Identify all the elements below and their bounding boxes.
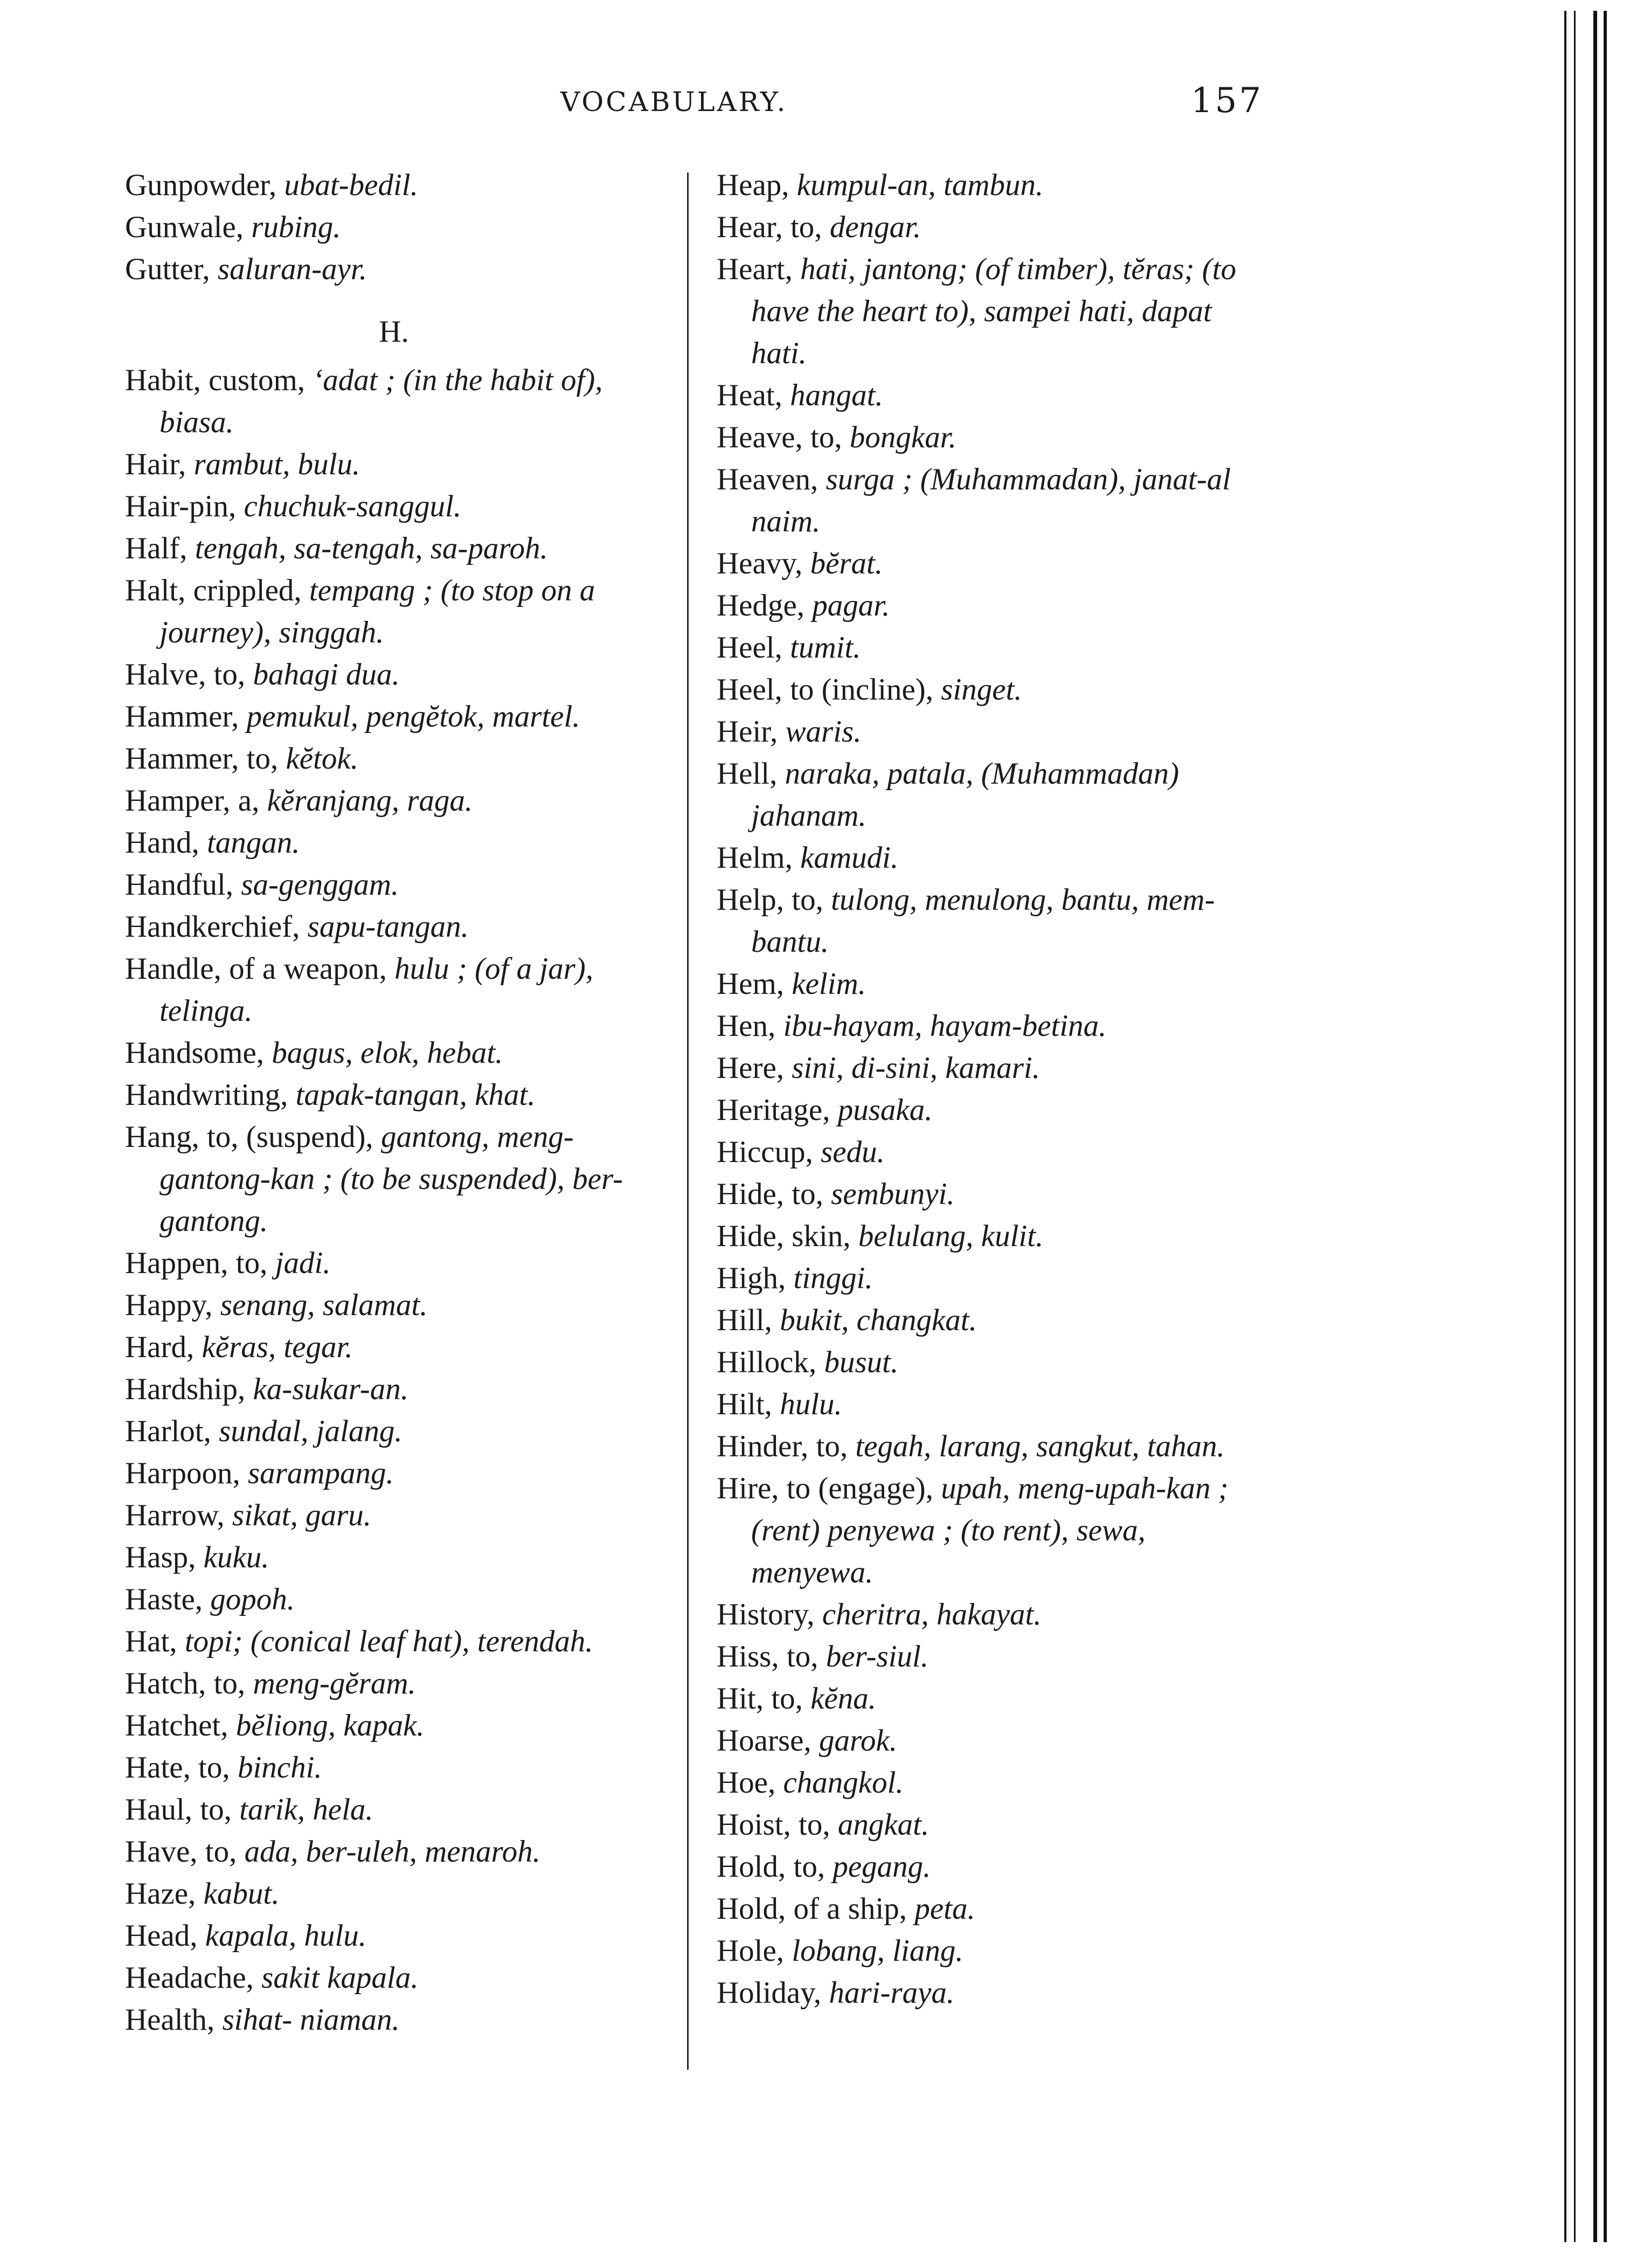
vocab-entry bbox=[125, 864, 663, 906]
translation: kelim. bbox=[792, 967, 866, 1001]
vocab-entry bbox=[125, 1410, 663, 1453]
vocab-entry bbox=[125, 906, 663, 948]
headword: Heel, to (incline), bbox=[717, 673, 934, 707]
headword: Harpoon, bbox=[125, 1456, 240, 1490]
vocab-entry bbox=[717, 1005, 1256, 1047]
headword: History, bbox=[717, 1598, 815, 1631]
translation: busut. bbox=[824, 1345, 899, 1379]
headword: Hide, to, bbox=[717, 1177, 823, 1211]
vocab-entry bbox=[125, 1284, 663, 1326]
translation: sapu-tangan. bbox=[307, 910, 469, 944]
headword: Hem, bbox=[717, 967, 785, 1001]
translation: kumpul-an, tambun. bbox=[796, 168, 1044, 202]
vocab-entry bbox=[125, 738, 663, 780]
vocab-entry bbox=[125, 1368, 663, 1410]
vocab-entry bbox=[717, 1384, 1256, 1426]
translation: tinggi. bbox=[793, 1261, 873, 1295]
headword: Heat, bbox=[717, 378, 782, 412]
headword: Hill, bbox=[717, 1303, 772, 1337]
headword: Half, bbox=[125, 531, 188, 565]
headword: Handsome, bbox=[125, 1036, 265, 1070]
vocab-entry bbox=[125, 1074, 663, 1116]
translation: sa-genggam. bbox=[241, 868, 399, 902]
headword: Hiss, to, bbox=[717, 1640, 819, 1674]
headword: Hatchet, bbox=[125, 1709, 228, 1743]
entries-h-right bbox=[717, 164, 1256, 2014]
headword: Handle, of a weapon, bbox=[125, 952, 387, 986]
page-number: 157 bbox=[1191, 81, 1264, 121]
translation: singet. bbox=[941, 673, 1022, 707]
right-column bbox=[717, 164, 1256, 2014]
headword: Hen, bbox=[717, 1009, 776, 1043]
translation: upah, meng-upah-kan ; (rent) penyewa ; (to rent), sewa, menyewa. bbox=[751, 1471, 1229, 1589]
vocab-entry bbox=[125, 248, 663, 291]
translation: sihat- niaman. bbox=[222, 2003, 400, 2037]
translation: senang, salamat. bbox=[220, 1288, 428, 1322]
vocab-entry bbox=[717, 753, 1256, 837]
headword: Help, to, bbox=[717, 883, 823, 917]
translation: hari-raya. bbox=[829, 1976, 955, 2010]
vocab-entry bbox=[717, 1047, 1256, 1089]
translation: ubat-bedil. bbox=[284, 168, 418, 202]
vocab-entry bbox=[125, 1705, 663, 1747]
vocab-entry bbox=[125, 528, 663, 570]
vocab-entry bbox=[125, 1116, 663, 1242]
headword: Hoist, to, bbox=[717, 1808, 830, 1842]
headword: Helm, bbox=[717, 841, 793, 875]
vocab-entry bbox=[717, 879, 1256, 963]
headword: Handkerchief, bbox=[125, 910, 300, 944]
headword: Hinder, to, bbox=[717, 1429, 848, 1463]
translation: kĕtok. bbox=[286, 742, 358, 776]
headword: Hang, to, (suspend), bbox=[125, 1120, 373, 1154]
translation: bahagi dua. bbox=[253, 658, 400, 692]
translation: sedu. bbox=[821, 1135, 885, 1169]
headword: Hedge, bbox=[717, 589, 805, 623]
translation: ada, ber-uleh, menaroh. bbox=[244, 1835, 540, 1869]
section-heading: H. bbox=[379, 315, 409, 349]
headword: Heart, bbox=[717, 252, 793, 286]
vocab-entry bbox=[125, 1957, 663, 1999]
vocab-entry bbox=[717, 543, 1256, 585]
translation: pemukul, pengĕtok, martel. bbox=[246, 700, 580, 734]
headword: Haul, to, bbox=[125, 1793, 232, 1827]
margin-rule bbox=[1564, 11, 1566, 2242]
translation: sembunyi. bbox=[831, 1177, 955, 1211]
headword: High, bbox=[717, 1261, 786, 1295]
vocab-entry bbox=[717, 1930, 1256, 1972]
headword: Hiccup, bbox=[717, 1135, 813, 1169]
vocab-entry bbox=[717, 1762, 1256, 1804]
headword: Heave, to, bbox=[717, 420, 842, 454]
translation: pegang. bbox=[833, 1850, 931, 1884]
translation: tapak-tangan, khat. bbox=[295, 1078, 536, 1112]
headword: Heritage, bbox=[717, 1093, 830, 1127]
translation: pusaka. bbox=[837, 1093, 933, 1127]
headword: Heir, bbox=[717, 715, 778, 749]
vocab-entry bbox=[125, 1032, 663, 1074]
translation: tulong, menulong, bantu, mem-bantu. bbox=[751, 883, 1215, 959]
vocab-entry bbox=[717, 248, 1256, 375]
headword: Heel, bbox=[717, 631, 782, 665]
translation: hati, jantong; (of timber), tĕras; (to have the heart to), sampei hati, dapat hati. bbox=[751, 252, 1237, 370]
vocab-entry bbox=[717, 1089, 1256, 1131]
vocab-entry bbox=[717, 1678, 1256, 1720]
vocab-entry bbox=[717, 1594, 1256, 1636]
headword: Halt, crippled, bbox=[125, 573, 302, 607]
vocab-entry bbox=[717, 1972, 1256, 2014]
translation: tarik, hela. bbox=[239, 1793, 373, 1827]
translation: hulu ; (of a jar), telinga. bbox=[159, 952, 594, 1028]
headword: Holiday, bbox=[717, 1976, 822, 2010]
vocab-entry bbox=[717, 1131, 1256, 1173]
headword: Hardship, bbox=[125, 1372, 246, 1406]
vocab-entry bbox=[125, 1453, 663, 1495]
translation: kapala, hulu. bbox=[205, 1919, 366, 1953]
translation: sundal, jalang. bbox=[219, 1414, 403, 1448]
translation: ibu-hayam, hayam-betina. bbox=[783, 1009, 1107, 1043]
headword: Handwriting, bbox=[125, 1078, 288, 1112]
headword: Hamper, a, bbox=[125, 784, 260, 818]
vocab-entry bbox=[717, 837, 1256, 879]
vocab-entry bbox=[717, 206, 1256, 248]
vocab-entry bbox=[125, 206, 663, 248]
vocab-entry bbox=[717, 1257, 1256, 1299]
headword: Gunpowder, bbox=[125, 168, 277, 202]
headword: Hoe, bbox=[717, 1766, 776, 1800]
vocab-entry bbox=[125, 1579, 663, 1621]
entries-h-left bbox=[125, 359, 663, 2041]
vocab-entry bbox=[717, 459, 1256, 543]
vocab-entry bbox=[125, 1495, 663, 1537]
headword: Hat, bbox=[125, 1624, 177, 1658]
headword: Headache, bbox=[125, 1961, 254, 1995]
translation: tangan. bbox=[206, 826, 300, 860]
vocab-entry bbox=[717, 1846, 1256, 1888]
translation: binchi. bbox=[237, 1751, 322, 1785]
translation: bĕrat. bbox=[810, 547, 883, 580]
translation: tumit. bbox=[790, 631, 861, 665]
headword: Hatch, to, bbox=[125, 1667, 246, 1700]
translation: tempang ; (to stop on a journey), singgah. bbox=[159, 573, 595, 649]
headword: Hide, skin, bbox=[717, 1219, 851, 1253]
vocab-entry bbox=[125, 1873, 663, 1915]
vocab-entry bbox=[125, 654, 663, 696]
margin-rule bbox=[1574, 11, 1576, 2242]
translation: kĕras, tegar. bbox=[202, 1330, 353, 1364]
headword: Hair, bbox=[125, 447, 186, 481]
headword: Happen, to, bbox=[125, 1246, 268, 1280]
vocab-entry bbox=[125, 780, 663, 822]
translation: chuchuk-sanggul. bbox=[244, 489, 462, 523]
running-head: VOCABULARY. bbox=[560, 86, 788, 117]
headword: Hammer, to, bbox=[125, 742, 279, 776]
translation: gantong, meng-gantong-kan ; (to be suspended), ber-gantong. bbox=[159, 1120, 623, 1238]
vocab-entry bbox=[125, 696, 663, 738]
headword: Hold, of a ship, bbox=[717, 1892, 907, 1926]
translation: naraka, patala, (Muhammadan) jahanam. bbox=[751, 757, 1180, 833]
translation: meng-gĕram. bbox=[253, 1667, 416, 1700]
headword: Hold, to, bbox=[717, 1850, 826, 1884]
vocab-entry bbox=[125, 1663, 663, 1705]
headword: Haze, bbox=[125, 1877, 196, 1911]
vocab-entry bbox=[125, 1242, 663, 1284]
translation: topi; (conical leaf hat), terendah. bbox=[184, 1624, 593, 1658]
headword: Hire, to (engage), bbox=[717, 1471, 933, 1505]
translation: sarampang. bbox=[247, 1456, 394, 1490]
headword: Hoarse, bbox=[717, 1724, 811, 1758]
headword: Happy, bbox=[125, 1288, 213, 1322]
translation: bukit, changkat. bbox=[780, 1303, 977, 1337]
vocab-entry bbox=[717, 963, 1256, 1005]
vocab-entry bbox=[717, 711, 1256, 753]
translation: ka-sukar-an. bbox=[253, 1372, 409, 1406]
vocab-entry bbox=[717, 1804, 1256, 1846]
translation: cheritra, hakayat. bbox=[822, 1598, 1042, 1631]
translation: lobang, liang. bbox=[792, 1934, 963, 1968]
translation: kĕna. bbox=[810, 1682, 877, 1716]
margin-rule bbox=[1604, 11, 1607, 2242]
translation: pagar. bbox=[812, 589, 890, 623]
headword: Hard, bbox=[125, 1330, 195, 1364]
headword: Gutter, bbox=[125, 252, 210, 286]
vocab-entry bbox=[717, 375, 1256, 417]
translation: sini, di-sini, kamari. bbox=[792, 1051, 1041, 1085]
headword: Heap, bbox=[717, 168, 789, 202]
translation: sakit kapala. bbox=[261, 1961, 419, 1995]
vocab-entry bbox=[125, 570, 663, 654]
headword: Head, bbox=[125, 1919, 198, 1953]
vocab-entry bbox=[717, 1215, 1256, 1257]
margin-rule bbox=[1593, 11, 1597, 2242]
vocab-entry bbox=[125, 1747, 663, 1789]
vocab-entry bbox=[125, 948, 663, 1032]
translation: peta. bbox=[914, 1892, 975, 1926]
translation: rambut, bulu. bbox=[193, 447, 360, 481]
vocab-entry bbox=[717, 164, 1256, 206]
translation: hangat. bbox=[790, 378, 883, 412]
headword: Hand, bbox=[125, 826, 199, 860]
headword: Hear, to, bbox=[717, 210, 822, 244]
vocab-entry bbox=[717, 1299, 1256, 1342]
headword: Health, bbox=[125, 2003, 215, 2037]
vocab-entry bbox=[125, 1789, 663, 1831]
vocab-entry bbox=[717, 1888, 1256, 1930]
headword: Hillock, bbox=[717, 1345, 817, 1379]
translation: tegah, larang, sangkut, tahan. bbox=[855, 1429, 1225, 1463]
vocab-entry bbox=[717, 1173, 1256, 1215]
translation: bagus, elok, hebat. bbox=[272, 1036, 503, 1070]
translation: jadi. bbox=[275, 1246, 331, 1280]
headword: Halve, to, bbox=[125, 658, 246, 692]
vocab-entry bbox=[717, 1720, 1256, 1762]
translation: sikat, garu. bbox=[232, 1498, 371, 1532]
vocab-entry bbox=[717, 1342, 1256, 1384]
headword: Hate, to, bbox=[125, 1751, 230, 1785]
translation: kuku. bbox=[203, 1540, 269, 1574]
headword: Hair-pin, bbox=[125, 489, 237, 523]
vocab-entry bbox=[717, 1636, 1256, 1678]
translation: kabut. bbox=[203, 1877, 280, 1911]
translation: kamudi. bbox=[800, 841, 899, 875]
translation: ber-siul. bbox=[826, 1640, 929, 1674]
headword: Heaven, bbox=[717, 462, 819, 496]
vocab-entry bbox=[125, 164, 663, 206]
vocab-entry bbox=[125, 1621, 663, 1663]
translation: saluran-ayr. bbox=[217, 252, 367, 286]
translation: hulu. bbox=[780, 1387, 842, 1421]
vocab-entry bbox=[125, 444, 663, 486]
headword: Hilt, bbox=[717, 1387, 772, 1421]
vocab-entry bbox=[717, 627, 1256, 669]
vocab-entry bbox=[717, 1426, 1256, 1468]
headword: Hammer, bbox=[125, 700, 239, 734]
headword: Hole, bbox=[717, 1934, 785, 1968]
headword: Hell, bbox=[717, 757, 778, 791]
vocab-entry bbox=[717, 669, 1256, 711]
headword: Here, bbox=[717, 1051, 784, 1085]
vocab-entry bbox=[125, 1831, 663, 1873]
vocab-entry bbox=[125, 822, 663, 864]
entries-g bbox=[125, 164, 663, 291]
translation: waris. bbox=[785, 715, 862, 749]
vocab-entry bbox=[717, 1468, 1256, 1594]
vocab-entry bbox=[125, 1915, 663, 1957]
translation: belulang, kulit. bbox=[858, 1219, 1044, 1253]
headword: Harrow, bbox=[125, 1498, 225, 1532]
vocab-entry bbox=[125, 1326, 663, 1368]
headword: Hasp, bbox=[125, 1540, 196, 1574]
headword: Haste, bbox=[125, 1582, 203, 1616]
vocab-entry bbox=[717, 417, 1256, 459]
vocab-entry bbox=[125, 1537, 663, 1579]
headword: Hit, to, bbox=[717, 1682, 803, 1716]
headword: Have, to, bbox=[125, 1835, 237, 1869]
translation: tengah, sa-tengah, sa-paroh. bbox=[195, 531, 548, 565]
translation: dengar. bbox=[829, 210, 921, 244]
headword: Gunwale, bbox=[125, 210, 244, 244]
translation: ‘adat ; (in the habit of), biasa. bbox=[159, 363, 603, 439]
left-column bbox=[125, 164, 663, 2041]
translation: angkat. bbox=[837, 1808, 930, 1842]
translation: kĕranjang, raga. bbox=[267, 784, 473, 818]
headword: Heavy, bbox=[717, 547, 803, 580]
vocab-entry bbox=[125, 1999, 663, 2041]
headword: Handful, bbox=[125, 868, 234, 902]
translation: surga ; (Muhammadan), janat-al naim. bbox=[751, 462, 1231, 538]
translation: gopoh. bbox=[210, 1582, 295, 1616]
translation: bongkar. bbox=[849, 420, 956, 454]
translation: bĕliong, kapak. bbox=[235, 1709, 425, 1743]
headword: Habit, custom, bbox=[125, 363, 306, 397]
vocab-entry bbox=[717, 585, 1256, 627]
headword: Harlot, bbox=[125, 1414, 211, 1448]
column-divider bbox=[687, 172, 689, 2070]
vocab-entry bbox=[125, 486, 663, 528]
translation: changkol. bbox=[783, 1766, 904, 1800]
vocab-entry bbox=[125, 359, 663, 444]
translation: garok. bbox=[819, 1724, 898, 1758]
translation: rubing. bbox=[251, 210, 341, 244]
